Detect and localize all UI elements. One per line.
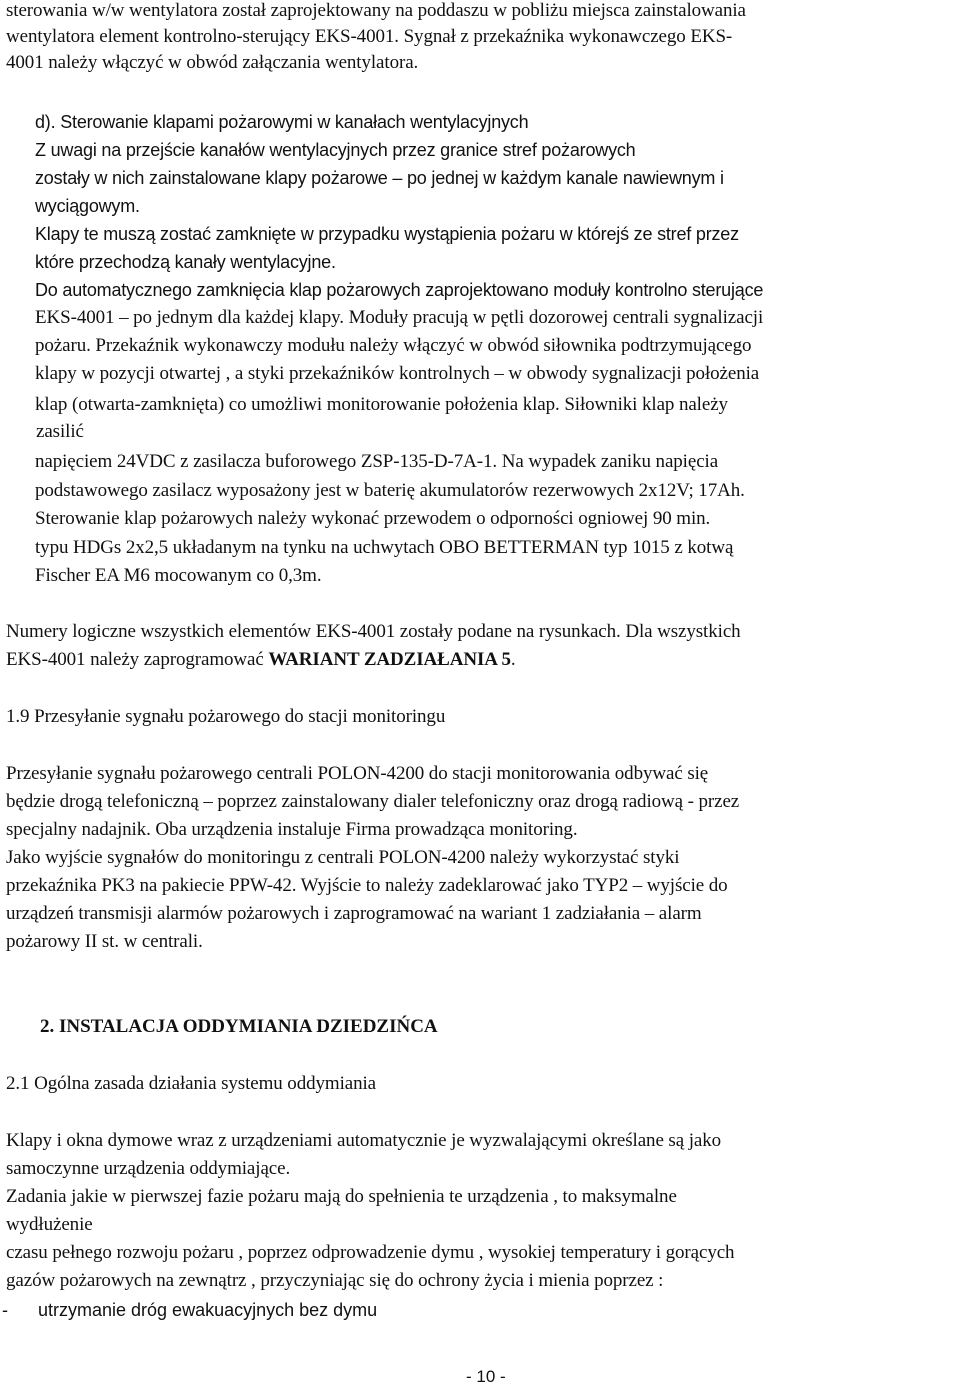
subsection-heading-1-9: 1.9 Przesyłanie sygnału pożarowego do stacji monitoringu — [6, 706, 446, 727]
text-line: Z uwagi na przejście kanałów wentylacyjnych przez granice stref pożarowych — [35, 140, 636, 160]
text-line: typu HDGs 2x2,5 układanym na tynku na uchwytach OBO BETTERMAN typ 1015 z kotwą — [35, 537, 734, 558]
emphasis-variant: WARIANT ZADZIAŁANIA 5 — [268, 649, 511, 670]
text-line: klap (otwarta-zamknięta) co umożliwi monitorowanie położenia klap. Siłowniki klap należy — [35, 394, 728, 415]
subsection-heading-2-1: 2.1 Ogólna zasada działania systemu oddymiania — [6, 1073, 377, 1094]
text-line: samoczynne urządzenia oddymiające. — [6, 1158, 291, 1179]
text-line: będzie drogą telefoniczną – poprzez zainstalowany dialer telefoniczny oraz drogą radiową - przez — [6, 791, 740, 812]
section-heading-d: d). Sterowanie klapami pożarowymi w kanałach wentylacyjnych — [35, 112, 529, 132]
text-line: napięciem 24VDC z zasilacza buforowego ZSP-135-D-7A-1. Na wypadek zaniku napięcia — [35, 451, 719, 472]
text-line: pożaru. Przekaźnik wykonawczy modułu należy włączyć w obwód siłownika podtrzymującego — [35, 335, 752, 356]
text-line: wyciągowym. — [35, 196, 140, 216]
text-line: zasilić — [36, 421, 84, 442]
list-item-text: utrzymanie dróg ewakuacyjnych bez dymu — [38, 1300, 378, 1320]
text-line: specjalny nadajnik. Oba urządzenia instaluje Firma prowadząca monitoring. — [6, 819, 578, 840]
text-span: EKS-4001 należy zaprogramować — [6, 649, 269, 670]
text-line: wentylatora element kontrolno-sterujący EKS-4001. Sygnał z przekaźnika wykonawczego EKS- — [6, 26, 733, 47]
text-line: Sterowanie klap pożarowych należy wykonać przewodem o odporności ogniowej 90 min. — [35, 508, 711, 529]
text-line: Numery logiczne wszystkich elementów EKS-4001 zostały podane na rysunkach. Dla wszystkich — [6, 621, 741, 642]
text-line: wydłużenie — [6, 1214, 93, 1235]
text-line: 4001 należy włączyć w obwód załączania wentylatora. — [6, 52, 419, 73]
text-line: Klapy te muszą zostać zamknięte w przypadku wystąpienia pożaru w którejś ze stref przez — [35, 224, 739, 244]
text-line: Przesyłanie sygnału pożarowego centrali POLON-4200 do stacji monitorowania odbywać się — [6, 763, 709, 784]
list-item — [2, 1297, 377, 1323]
text-line: zostały w nich zainstalowane klapy pożarowe – po jednej w każdym kanale nawiewnym i — [35, 168, 724, 188]
text-line: Jako wyjście sygnałów do monitoringu z centrali POLON-4200 należy wykorzystać styki — [6, 847, 680, 868]
text-line: Fischer EA M6 mocowanym co 0,3m. — [35, 565, 322, 586]
text-line: gazów pożarowych na zewnątrz , przyczyniając się do ochrony życia i mienia poprzez : — [6, 1270, 664, 1291]
text-line: pożarowy II st. w centrali. — [6, 931, 203, 952]
text-line: Zadania jakie w pierwszej fazie pożaru mają do spełnienia te urządzenia , to maksymalne — [6, 1186, 677, 1207]
text-line: Do automatycznego zamknięcia klap pożarowych zaprojektowano moduły kontrolno sterujące — [35, 280, 764, 300]
text-line: sterowania w/w wentylatora został zaprojektowany na poddaszu w pobliżu miejsca zainstalowania — [6, 0, 746, 21]
text-line: EKS-4001 – po jednym dla każdej klapy. Moduły pracują w pętli dozorowej centrali sygnalizacji — [35, 307, 764, 328]
text-span: . — [510, 649, 516, 670]
section-heading-2: 2. INSTALACJA ODDYMIANIA DZIEDZIŃCA — [40, 1016, 438, 1037]
text-line: przekaźnika PK3 na pakiecie PPW-42. Wyjście to należy zadeklarować jako TYP2 – wyjście do — [6, 875, 728, 896]
text-line: klapy w pozycji otwartej , a styki przekaźników kontrolnych – w obwody sygnalizacji położenia — [35, 363, 760, 384]
text-line: Klapy i okna dymowe wraz z urządzeniami automatycznie je wyzwalającymi określane są jako — [6, 1130, 722, 1151]
page-number: - 10 - — [466, 1367, 506, 1386]
text-line — [6, 647, 516, 673]
list-dash: - — [2, 1300, 8, 1320]
text-line: urządzeń transmisji alarmów pożarowych i zaprogramować na wariant 1 zadziałania – alarm — [6, 903, 702, 924]
text-line: czasu pełnego rozwoju pożaru , poprzez odprowadzenie dymu , wysokiej temperatury i gorących — [6, 1242, 735, 1263]
text-line: które przechodzą kanały wentylacyjne. — [35, 252, 336, 272]
text-line: podstawowego zasilacz wyposażony jest w baterię akumulatorów rezerwowych 2x12V; 17Ah. — [35, 480, 745, 501]
